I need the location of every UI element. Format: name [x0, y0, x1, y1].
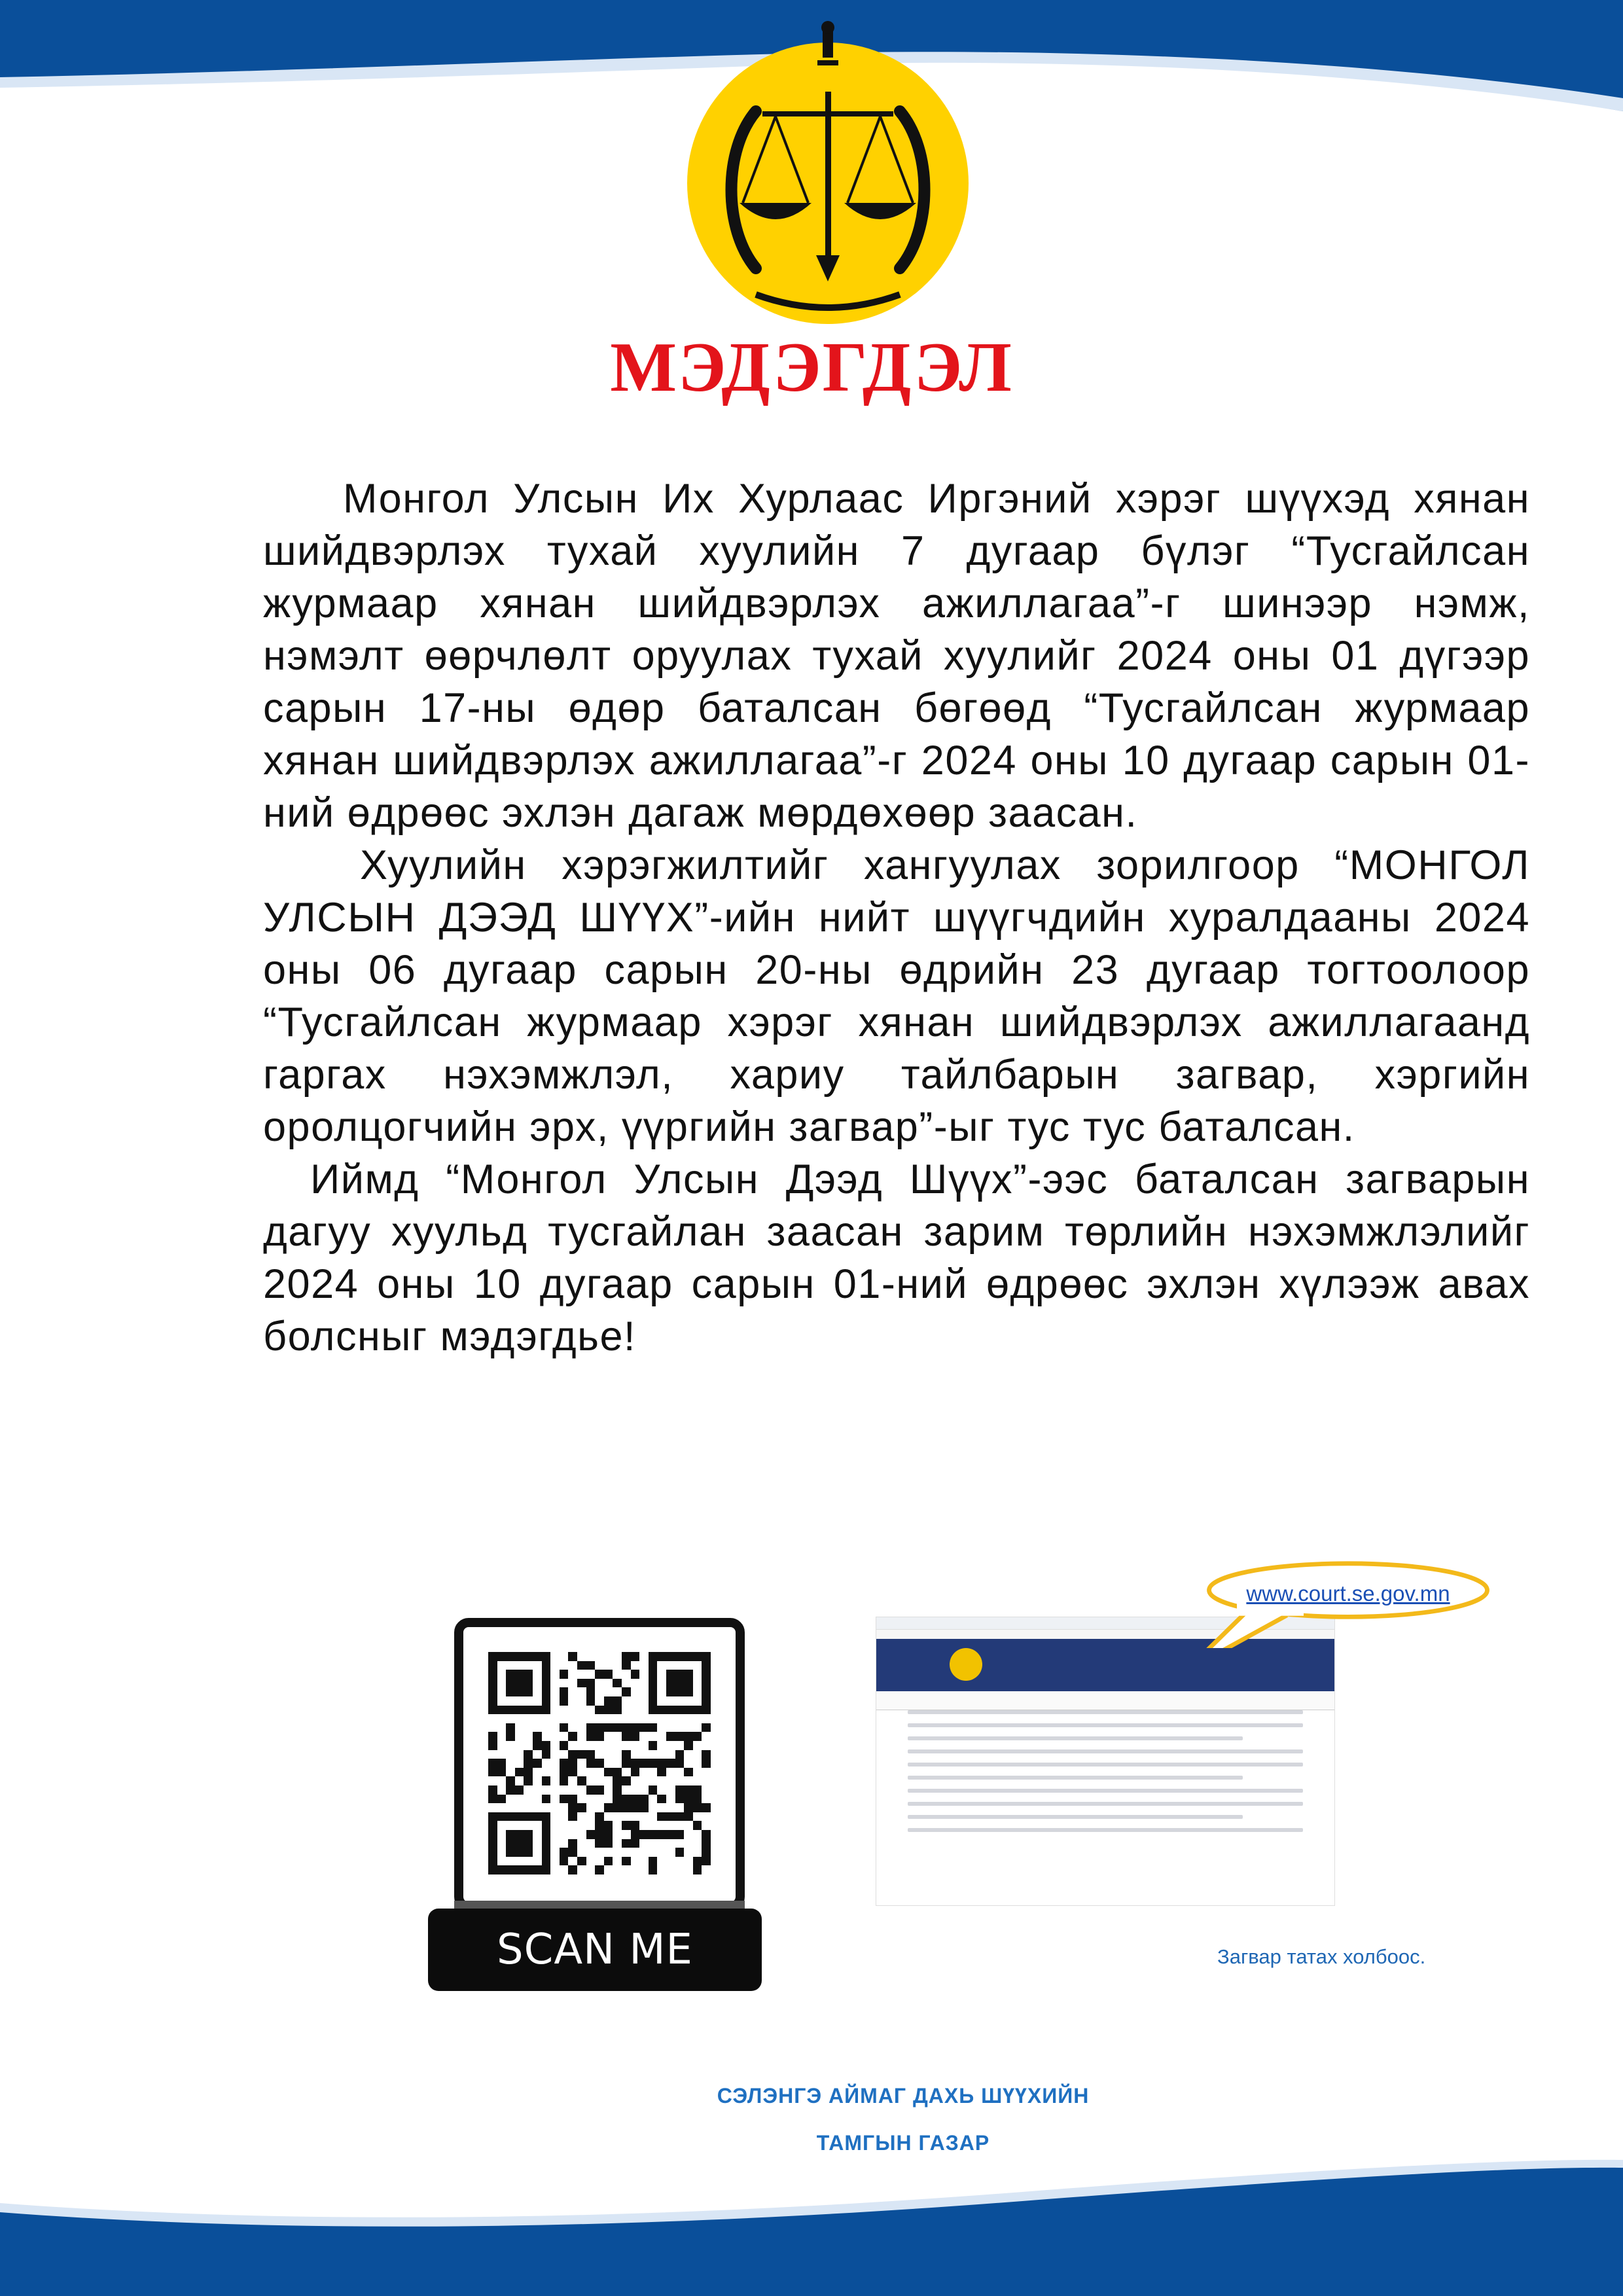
website-logo-icon: [950, 1648, 982, 1681]
notice-body: [263, 473, 1530, 1363]
court-emblem: [677, 13, 978, 327]
notice-title: МЭДЭГДЭЛ: [610, 329, 1013, 406]
footer-org-line-1: СЭЛЭНГЭ АЙМАГ ДАХЬ ШҮҮХИЙН: [717, 2084, 1090, 2108]
qr-code-block[interactable]: [427, 1615, 762, 1994]
website-link[interactable]: www.court.se.gov.mn: [1246, 1581, 1450, 1605]
footer-org-line-2: ТАМГЫН ГАЗАР: [816, 2131, 990, 2155]
qr-code[interactable]: [488, 1652, 711, 1874]
paragraph-2: Хуулийн хэрэгжилтийг хангуулах зорилгоор “МОНГОЛ УЛСЫН ДЭЭД ШҮҮХ”-ийн нийт шүүгчдийн хуралдааны 2024 оны 06 дугаар сарын 20-ны өдрийн 23 дугаар тогтоолоор “Тусгайлсан журмаар хэрэг хянан шийдвэрлэх ажиллагаанд гаргах нэхэмжлэл, хариу тайлбарын загвар, хэргийн оролцогчийн эрх, үүргийн загвар”-ыг тус тус баталсан.: [263, 842, 1530, 1150]
website-screenshot: [876, 1617, 1335, 1906]
bottom-wave-band: [0, 2126, 1623, 2296]
paragraph-1: Монгол Улсын Их Хурлаас Иргэний хэрэг шүүхэд хянан шийдвэрлэх тухай хуулийн 7 дугаар бүлэг “Тусгайлсан журмаар хянан шийдвэрлэх ажиллагаа”-г шинээр нэмж, нэмэлт өөрчлөлт оруулах тухай хуулийг 2024 оны 01 дүгээр сарын 17-ны өдөр баталсан бөгөөд “Тусгайлсан журмаар хянан шийдвэрлэх ажиллагаа”-г 2024 оны 10 дугаар сарын 01-ний өдрөөс эхлэн дагаж мөрдөхөөр заасан.: [263, 476, 1530, 836]
paragraph-3: Иймд “Монгол Улсын Дээд Шүүх”-ээс баталсан загварын дагуу хуульд тусгайлан заасан зарим төрлийн нэхэмжлэлийг 2024 оны 10 дугаар сарын 01-ний өдрөөс эхлэн хүлээж авах болсныг мэдэгдье!: [263, 1157, 1530, 1359]
qr-frame: [454, 1618, 745, 1911]
scan-me-label: SCAN ME: [428, 1909, 762, 1991]
template-download-link[interactable]: Загвар татах холбоос.: [1217, 1945, 1426, 1968]
